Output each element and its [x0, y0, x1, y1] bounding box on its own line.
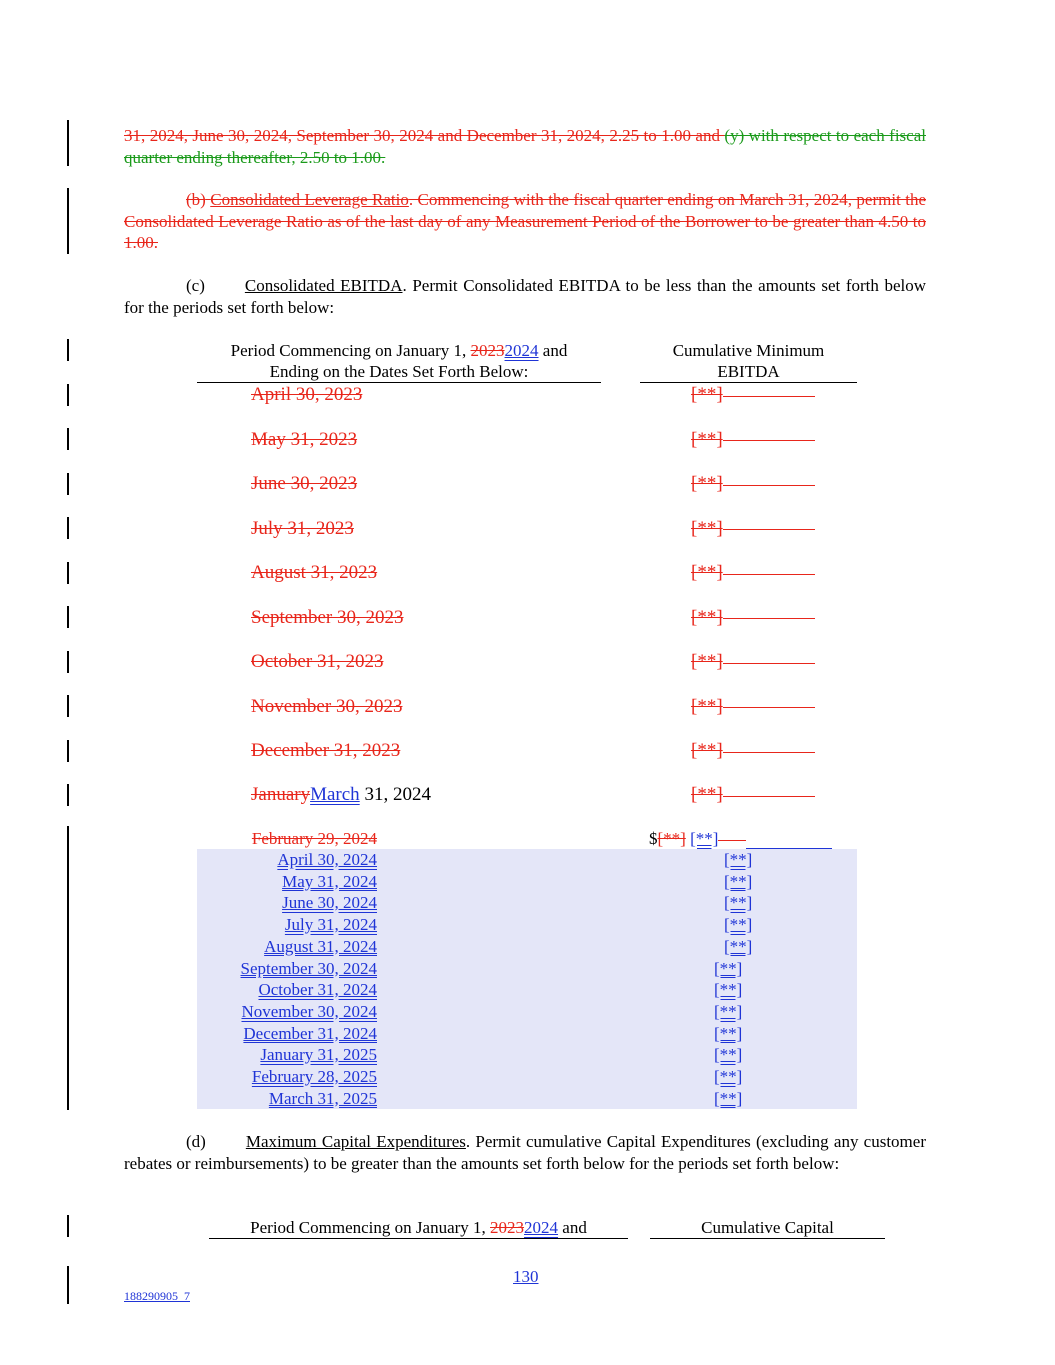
change-bar: [67, 428, 69, 450]
ebitda-value: [**]: [691, 384, 815, 406]
period-date: February 28, 2025: [251, 1067, 377, 1086]
period-date: May 31, 2024: [282, 871, 377, 891]
ebitda-value: [**]: [691, 562, 815, 584]
ebitda-value: [**]: [691, 473, 815, 495]
ebitda-value: [**]: [714, 1023, 743, 1043]
paragraph-title: Consolidated Leverage Ratio: [210, 190, 409, 209]
period-date: April 30, 2024: [277, 850, 377, 869]
period-date: September 30, 2023: [251, 606, 404, 628]
moved-text: (y) with respect to each fiscal quarter ending thereafter, 2.50 to 1.00.: [124, 126, 926, 167]
change-bar: [67, 651, 69, 673]
document-id: 188290905_7: [124, 1289, 190, 1303]
ebitda-value: [**]: [691, 784, 815, 806]
paragraph-title: Consolidated EBITDA: [244, 276, 403, 295]
paragraph-d: [124, 1131, 926, 1174]
ebitda-value: [**]: [691, 429, 815, 451]
change-bar: [67, 740, 69, 762]
period-date: July 31, 2024: [284, 915, 377, 935]
paragraph-c: [124, 275, 926, 318]
change-bar: [67, 384, 69, 406]
paragraph-text: . Permit cumulative Capital Expenditures (excluding any customer rebates or reimbursements) to be greater than the amounts set forth below for the periods set forth below:: [124, 1132, 926, 1173]
period-date: October 31, 2024: [258, 980, 377, 1000]
ebitda-value: [**]: [724, 915, 753, 935]
paragraph-b: [124, 189, 926, 254]
ebitda-value: [**]: [714, 1067, 743, 1086]
change-bar: [67, 473, 69, 495]
period-date: July 31, 2023: [251, 517, 354, 539]
ebitda-value: [**]: [691, 607, 815, 629]
change-bar: [67, 606, 69, 628]
period-date: March 31, 2025: [268, 1088, 377, 1108]
ebitda-value: [**]: [714, 1088, 743, 1108]
change-bar: [67, 339, 69, 361]
ebitda-value: [**]: [724, 850, 753, 869]
paragraph-title: Maximum Capital Expenditures: [245, 1132, 466, 1151]
ebitda-header-period: Period Commencing on January 1, 20232024 and Ending on the Dates Set Forth Below:: [197, 340, 601, 383]
change-bar: [67, 1215, 69, 1237]
change-bar: [67, 188, 69, 254]
period-date: June 30, 2024: [282, 893, 377, 913]
paragraph-text: . Permit Consolidated EBITDA to be less than the amounts set forth below for the periods set forth below:: [124, 276, 926, 317]
paragraph-a-continuation: [124, 125, 926, 168]
page-number: 130: [513, 1267, 539, 1286]
period-date: JanuaryMarch 31, 2024: [251, 784, 431, 805]
deleted-year: 2023: [490, 1218, 525, 1237]
change-bar: [67, 1266, 69, 1304]
ebitda-value: [**]: [714, 980, 743, 1000]
ebitda-value: [**]: [714, 958, 743, 978]
change-bar: [67, 826, 69, 1110]
period-date: January 31, 2025: [260, 1045, 377, 1065]
ebitda-value: [**]: [691, 651, 815, 673]
paragraph-label: (d): [186, 1132, 206, 1151]
ebitda-value: [**]: [724, 936, 753, 956]
capex-header-period: Period Commencing on January 1, 20232024 and: [209, 1217, 628, 1239]
ebitda-value: [**]: [724, 871, 753, 891]
period-date: August 31, 2024: [264, 936, 377, 956]
paragraph-label: (c): [186, 276, 205, 295]
period-date: September 30, 2024: [240, 958, 377, 978]
period-date: November 30, 2023: [251, 695, 403, 717]
deleted-year: 2023: [470, 341, 505, 360]
paragraph-label: (b): [186, 190, 206, 209]
period-date: October 31, 2023: [251, 651, 384, 672]
change-bar: [67, 120, 69, 166]
period-date: February 29, 2024: [251, 829, 377, 848]
deleted-paragraph: [124, 190, 926, 252]
period-date: June 30, 2023: [251, 473, 358, 494]
inserted-year: 2024: [524, 1218, 559, 1237]
capex-header-capital: Cumulative Capital: [650, 1217, 885, 1239]
period-date: December 31, 2024: [243, 1023, 377, 1043]
period-date: November 30, 2024: [241, 1001, 377, 1021]
ebitda-header-minimum: Cumulative Minimum EBITDA: [640, 340, 857, 383]
period-date: May 31, 2023: [251, 428, 358, 450]
ebitda-value: [**]: [714, 1001, 743, 1021]
ebitda-value: [**]: [691, 518, 815, 540]
change-bar: [67, 695, 69, 717]
ebitda-value: [**]: [714, 1045, 743, 1065]
change-bar: [67, 517, 69, 539]
ebitda-value: [**]: [691, 696, 815, 718]
period-date: December 31, 2023: [251, 740, 401, 761]
ebitda-value: [**]: [724, 893, 753, 913]
paragraph-text: . Commencing with the fiscal quarter ending on March 31, 2024, permit the Consolidated Leverage Ratio as of the last day of any Measurement Period of the Borrower to be greater than 4.50 to 1.00.: [124, 190, 926, 252]
deleted-text: 31, 2024, June 30, 2024, September 30, 2024 and December 31, 2024, 2.25 to 1.00 and: [124, 126, 725, 145]
ebitda-value: $[**] [**]: [649, 829, 832, 849]
period-date: April 30, 2023: [251, 384, 363, 405]
inserted-year: 2024: [504, 341, 539, 360]
ebitda-value: [**]: [691, 740, 815, 762]
period-date: August 31, 2023: [251, 562, 378, 583]
change-bar: [67, 784, 69, 806]
change-bar: [67, 562, 69, 584]
